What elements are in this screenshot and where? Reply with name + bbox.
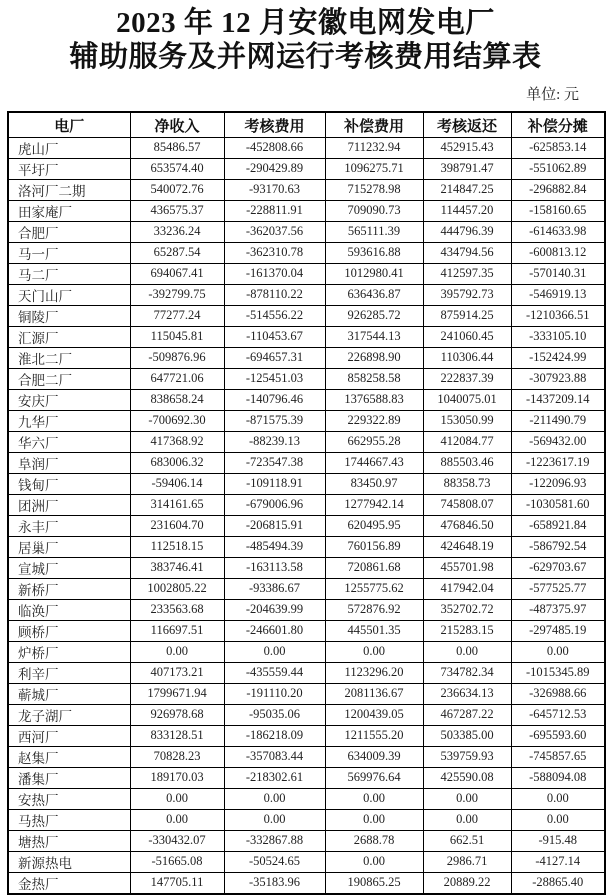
plant-name-cell: 九华厂: [8, 410, 130, 431]
plant-name-cell: 天门山厂: [8, 284, 130, 305]
value-cell: 85486.57: [130, 137, 224, 158]
value-cell: 114457.20: [423, 200, 511, 221]
value-cell: 0.00: [511, 788, 605, 809]
value-cell: 0.00: [224, 809, 325, 830]
value-cell: -1030581.60: [511, 494, 605, 515]
plant-name-cell: 潘集厂: [8, 767, 130, 788]
value-cell: 395792.73: [423, 284, 511, 305]
table-row: [8, 389, 605, 410]
value-cell: -290429.89: [224, 158, 325, 179]
plant-name-cell: 团洲厂: [8, 494, 130, 515]
value-cell: 1123296.20: [325, 662, 423, 683]
value-cell: 760156.89: [325, 536, 423, 557]
value-cell: -59406.14: [130, 473, 224, 494]
table-row: [8, 662, 605, 683]
value-cell: 189170.03: [130, 767, 224, 788]
value-cell: 1012980.41: [325, 263, 423, 284]
header-net-income: 净收入: [130, 112, 224, 137]
table-row: [8, 620, 605, 641]
plant-name-cell: 西河厂: [8, 725, 130, 746]
plant-name-cell: 宣城厂: [8, 557, 130, 578]
plant-name-cell: 安热厂: [8, 788, 130, 809]
table-row: [8, 284, 605, 305]
value-cell: -1437209.14: [511, 389, 605, 410]
value-cell: -110453.67: [224, 326, 325, 347]
value-cell: 0.00: [511, 641, 605, 662]
table-row: [8, 830, 605, 851]
plant-name-cell: 钱甸厂: [8, 473, 130, 494]
plant-name-cell: 炉桥厂: [8, 641, 130, 662]
value-cell: -330432.07: [130, 830, 224, 851]
plant-name-cell: 马二厂: [8, 263, 130, 284]
value-cell: 636436.87: [325, 284, 423, 305]
value-cell: -551062.89: [511, 158, 605, 179]
value-cell: -625853.14: [511, 137, 605, 158]
value-cell: 88358.73: [423, 473, 511, 494]
value-cell: 398791.47: [423, 158, 511, 179]
value-cell: -333105.10: [511, 326, 605, 347]
value-cell: -204639.99: [224, 599, 325, 620]
value-cell: -4127.14: [511, 851, 605, 872]
value-cell: -586792.54: [511, 536, 605, 557]
table-row: [8, 809, 605, 830]
value-cell: -700692.30: [130, 410, 224, 431]
table-row: [8, 767, 605, 788]
plant-name-cell: 利辛厂: [8, 662, 130, 683]
value-cell: -569432.00: [511, 431, 605, 452]
value-cell: 352702.72: [423, 599, 511, 620]
value-cell: 0.00: [325, 788, 423, 809]
value-cell: 20889.22: [423, 872, 511, 894]
value-cell: 412597.35: [423, 263, 511, 284]
value-cell: -125451.03: [224, 368, 325, 389]
table-row: [8, 263, 605, 284]
value-cell: 715278.98: [325, 179, 423, 200]
table-row: [8, 515, 605, 536]
value-cell: 0.00: [130, 641, 224, 662]
value-cell: 683006.32: [130, 452, 224, 473]
value-cell: 424648.19: [423, 536, 511, 557]
value-cell: 0.00: [130, 809, 224, 830]
value-cell: 1376588.83: [325, 389, 423, 410]
value-cell: 0.00: [325, 641, 423, 662]
value-cell: -878110.22: [224, 284, 325, 305]
value-cell: -206815.91: [224, 515, 325, 536]
value-cell: -487375.97: [511, 599, 605, 620]
table-row: [8, 431, 605, 452]
value-cell: 314161.65: [130, 494, 224, 515]
value-cell: 417368.92: [130, 431, 224, 452]
value-cell: -694657.31: [224, 347, 325, 368]
value-cell: -88239.13: [224, 431, 325, 452]
table-row: [8, 578, 605, 599]
value-cell: 653574.40: [130, 158, 224, 179]
value-cell: 215283.15: [423, 620, 511, 641]
plant-name-cell: 华六厂: [8, 431, 130, 452]
value-cell: -658921.84: [511, 515, 605, 536]
value-cell: -679006.96: [224, 494, 325, 515]
value-cell: 875914.25: [423, 305, 511, 326]
value-cell: 0.00: [423, 809, 511, 830]
plant-name-cell: 居巢厂: [8, 536, 130, 557]
table-row: [8, 683, 605, 704]
value-cell: 112518.15: [130, 536, 224, 557]
value-cell: 153050.99: [423, 410, 511, 431]
value-cell: 425590.08: [423, 767, 511, 788]
value-cell: -246601.80: [224, 620, 325, 641]
value-cell: 2986.71: [423, 851, 511, 872]
value-cell: -35183.96: [224, 872, 325, 894]
value-cell: -588094.08: [511, 767, 605, 788]
value-cell: -645712.53: [511, 704, 605, 725]
plant-name-cell: 顾桥厂: [8, 620, 130, 641]
table-row: [8, 158, 605, 179]
value-cell: -723547.38: [224, 452, 325, 473]
unit-label: 单位: 元: [526, 87, 579, 104]
plant-name-cell: 塘热厂: [8, 830, 130, 851]
table-row: [8, 347, 605, 368]
value-cell: 0.00: [325, 809, 423, 830]
table-row: [8, 788, 605, 809]
plant-name-cell: 新桥厂: [8, 578, 130, 599]
value-cell: -1015345.89: [511, 662, 605, 683]
value-cell: 711232.94: [325, 137, 423, 158]
table-row: [8, 368, 605, 389]
value-cell: 2688.78: [325, 830, 423, 851]
value-cell: 190865.25: [325, 872, 423, 894]
plant-name-cell: 马一厂: [8, 242, 130, 263]
value-cell: 233563.68: [130, 599, 224, 620]
value-cell: -514556.22: [224, 305, 325, 326]
value-cell: 709090.73: [325, 200, 423, 221]
value-cell: 503385.00: [423, 725, 511, 746]
value-cell: 436575.37: [130, 200, 224, 221]
table-row: [8, 473, 605, 494]
value-cell: 467287.22: [423, 704, 511, 725]
value-cell: 455701.98: [423, 557, 511, 578]
value-cell: 444796.39: [423, 221, 511, 242]
value-cell: -152424.99: [511, 347, 605, 368]
table-row: [8, 137, 605, 158]
plant-name-cell: 龙子湖厂: [8, 704, 130, 725]
value-cell: 434794.56: [423, 242, 511, 263]
value-cell: 1744667.43: [325, 452, 423, 473]
table-row: [8, 725, 605, 746]
value-cell: 838658.24: [130, 389, 224, 410]
value-cell: 317544.13: [325, 326, 423, 347]
value-cell: 662955.28: [325, 431, 423, 452]
plant-name-cell: 洛河厂二期: [8, 179, 130, 200]
table-header-row: [8, 112, 605, 137]
plant-name-cell: 阜润厂: [8, 452, 130, 473]
plant-name-cell: 平圩厂: [8, 158, 130, 179]
value-cell: 383746.41: [130, 557, 224, 578]
table-row: [8, 242, 605, 263]
value-cell: 0.00: [224, 788, 325, 809]
table-row: [8, 452, 605, 473]
value-cell: -211490.79: [511, 410, 605, 431]
value-cell: 412084.77: [423, 431, 511, 452]
header-assessment-return: 考核返还: [423, 112, 511, 137]
value-cell: 0.00: [511, 809, 605, 830]
value-cell: 83450.97: [325, 473, 423, 494]
value-cell: 116697.51: [130, 620, 224, 641]
value-cell: -452808.66: [224, 137, 325, 158]
header-compensation-share: 补偿分摊: [511, 112, 605, 137]
value-cell: 569976.64: [325, 767, 423, 788]
value-cell: 540072.76: [130, 179, 224, 200]
value-cell: 885503.46: [423, 452, 511, 473]
value-cell: -600813.12: [511, 242, 605, 263]
value-cell: 634009.39: [325, 746, 423, 767]
table-row: [8, 746, 605, 767]
value-cell: 833128.51: [130, 725, 224, 746]
value-cell: -158160.65: [511, 200, 605, 221]
value-cell: 0.00: [423, 641, 511, 662]
value-cell: -93386.67: [224, 578, 325, 599]
document-title-line1: 2023 年 12 月安徽电网发电厂: [116, 7, 495, 39]
table-row: [8, 704, 605, 725]
value-cell: 1799671.94: [130, 683, 224, 704]
plant-name-cell: 马热厂: [8, 809, 130, 830]
table-row: [8, 641, 605, 662]
value-cell: -186218.09: [224, 725, 325, 746]
value-cell: -546919.13: [511, 284, 605, 305]
plant-name-cell: 永丰厂: [8, 515, 130, 536]
value-cell: -357083.44: [224, 746, 325, 767]
value-cell: 222837.39: [423, 368, 511, 389]
value-cell: 452915.43: [423, 137, 511, 158]
value-cell: 1096275.71: [325, 158, 423, 179]
value-cell: -1223617.19: [511, 452, 605, 473]
value-cell: -228811.91: [224, 200, 325, 221]
document-title-line2: 辅助服务及并网运行考核费用结算表: [69, 41, 542, 74]
plant-name-cell: 田家庵厂: [8, 200, 130, 221]
table-row: [8, 599, 605, 620]
value-cell: -577525.77: [511, 578, 605, 599]
value-cell: -614633.98: [511, 221, 605, 242]
value-cell: -745857.65: [511, 746, 605, 767]
value-cell: 593616.88: [325, 242, 423, 263]
value-cell: 647721.06: [130, 368, 224, 389]
value-cell: 572876.92: [325, 599, 423, 620]
value-cell: 539759.93: [423, 746, 511, 767]
value-cell: 565111.39: [325, 221, 423, 242]
value-cell: 1200439.05: [325, 704, 423, 725]
value-cell: -218302.61: [224, 767, 325, 788]
table-row: [8, 305, 605, 326]
value-cell: 241060.45: [423, 326, 511, 347]
table-row: [8, 221, 605, 242]
header-compensation-fee: 补偿费用: [325, 112, 423, 137]
value-cell: -50524.65: [224, 851, 325, 872]
value-cell: -28865.40: [511, 872, 605, 894]
value-cell: 2081136.67: [325, 683, 423, 704]
table-row: [8, 200, 605, 221]
value-cell: 33236.24: [130, 221, 224, 242]
value-cell: 858258.58: [325, 368, 423, 389]
value-cell: 70828.23: [130, 746, 224, 767]
value-cell: -297485.19: [511, 620, 605, 641]
table-row: [8, 557, 605, 578]
value-cell: -570140.31: [511, 263, 605, 284]
value-cell: 417942.04: [423, 578, 511, 599]
table-row: [8, 410, 605, 431]
value-cell: -362037.56: [224, 221, 325, 242]
value-cell: -509876.96: [130, 347, 224, 368]
value-cell: 745808.07: [423, 494, 511, 515]
table-row: [8, 179, 605, 200]
plant-name-cell: 汇源厂: [8, 326, 130, 347]
plant-name-cell: 赵集厂: [8, 746, 130, 767]
value-cell: 662.51: [423, 830, 511, 851]
plant-name-cell: 淮北二厂: [8, 347, 130, 368]
header-plant: 电厂: [8, 112, 130, 137]
value-cell: -326988.66: [511, 683, 605, 704]
plant-name-cell: 铜陵厂: [8, 305, 130, 326]
value-cell: 0.00: [224, 641, 325, 662]
plant-name-cell: 合肥厂: [8, 221, 130, 242]
value-cell: 236634.13: [423, 683, 511, 704]
value-cell: -109118.91: [224, 473, 325, 494]
value-cell: 0.00: [423, 788, 511, 809]
value-cell: -296882.84: [511, 179, 605, 200]
value-cell: 1211555.20: [325, 725, 423, 746]
value-cell: 1277942.14: [325, 494, 423, 515]
value-cell: 147705.11: [130, 872, 224, 894]
value-cell: -191110.20: [224, 683, 325, 704]
value-cell: -362310.78: [224, 242, 325, 263]
value-cell: -161370.04: [224, 263, 325, 284]
plant-name-cell: 虎山厂: [8, 137, 130, 158]
value-cell: -435559.44: [224, 662, 325, 683]
value-cell: -1210366.51: [511, 305, 605, 326]
value-cell: 65287.54: [130, 242, 224, 263]
value-cell: 0.00: [325, 851, 423, 872]
value-cell: -93170.63: [224, 179, 325, 200]
value-cell: 115045.81: [130, 326, 224, 347]
value-cell: -392799.75: [130, 284, 224, 305]
value-cell: 926285.72: [325, 305, 423, 326]
value-cell: 231604.70: [130, 515, 224, 536]
value-cell: 229322.89: [325, 410, 423, 431]
value-cell: -307923.88: [511, 368, 605, 389]
settlement-table: [7, 111, 606, 895]
table-header: [8, 112, 605, 137]
plant-name-cell: 临涣厂: [8, 599, 130, 620]
value-cell: -332867.88: [224, 830, 325, 851]
value-cell: 476846.50: [423, 515, 511, 536]
value-cell: 734782.34: [423, 662, 511, 683]
plant-name-cell: 合肥二厂: [8, 368, 130, 389]
value-cell: 720861.68: [325, 557, 423, 578]
value-cell: 214847.25: [423, 179, 511, 200]
value-cell: 1040075.01: [423, 389, 511, 410]
value-cell: -122096.93: [511, 473, 605, 494]
value-cell: 694067.41: [130, 263, 224, 284]
value-cell: -95035.06: [224, 704, 325, 725]
value-cell: 620495.95: [325, 515, 423, 536]
header-assessment-fee: 考核费用: [224, 112, 325, 137]
table-row: [8, 872, 605, 894]
table-row: [8, 494, 605, 515]
plant-name-cell: 蕲城厂: [8, 683, 130, 704]
value-cell: 407173.21: [130, 662, 224, 683]
value-cell: -915.48: [511, 830, 605, 851]
value-cell: -629703.67: [511, 557, 605, 578]
value-cell: 110306.44: [423, 347, 511, 368]
table-row: [8, 851, 605, 872]
table-row: [8, 326, 605, 347]
value-cell: -695593.60: [511, 725, 605, 746]
value-cell: 1255775.62: [325, 578, 423, 599]
value-cell: -51665.08: [130, 851, 224, 872]
value-cell: 0.00: [130, 788, 224, 809]
value-cell: -163113.58: [224, 557, 325, 578]
value-cell: -140796.46: [224, 389, 325, 410]
value-cell: 1002805.22: [130, 578, 224, 599]
plant-name-cell: 安庆厂: [8, 389, 130, 410]
plant-name-cell: 新源热电: [8, 851, 130, 872]
table-row: [8, 536, 605, 557]
value-cell: 226898.90: [325, 347, 423, 368]
table-body: [8, 137, 605, 894]
value-cell: 926978.68: [130, 704, 224, 725]
value-cell: -485494.39: [224, 536, 325, 557]
value-cell: -871575.39: [224, 410, 325, 431]
value-cell: 445501.35: [325, 620, 423, 641]
document-title: [0, 0, 611, 74]
plant-name-cell: 金热厂: [8, 872, 130, 894]
value-cell: 77277.24: [130, 305, 224, 326]
